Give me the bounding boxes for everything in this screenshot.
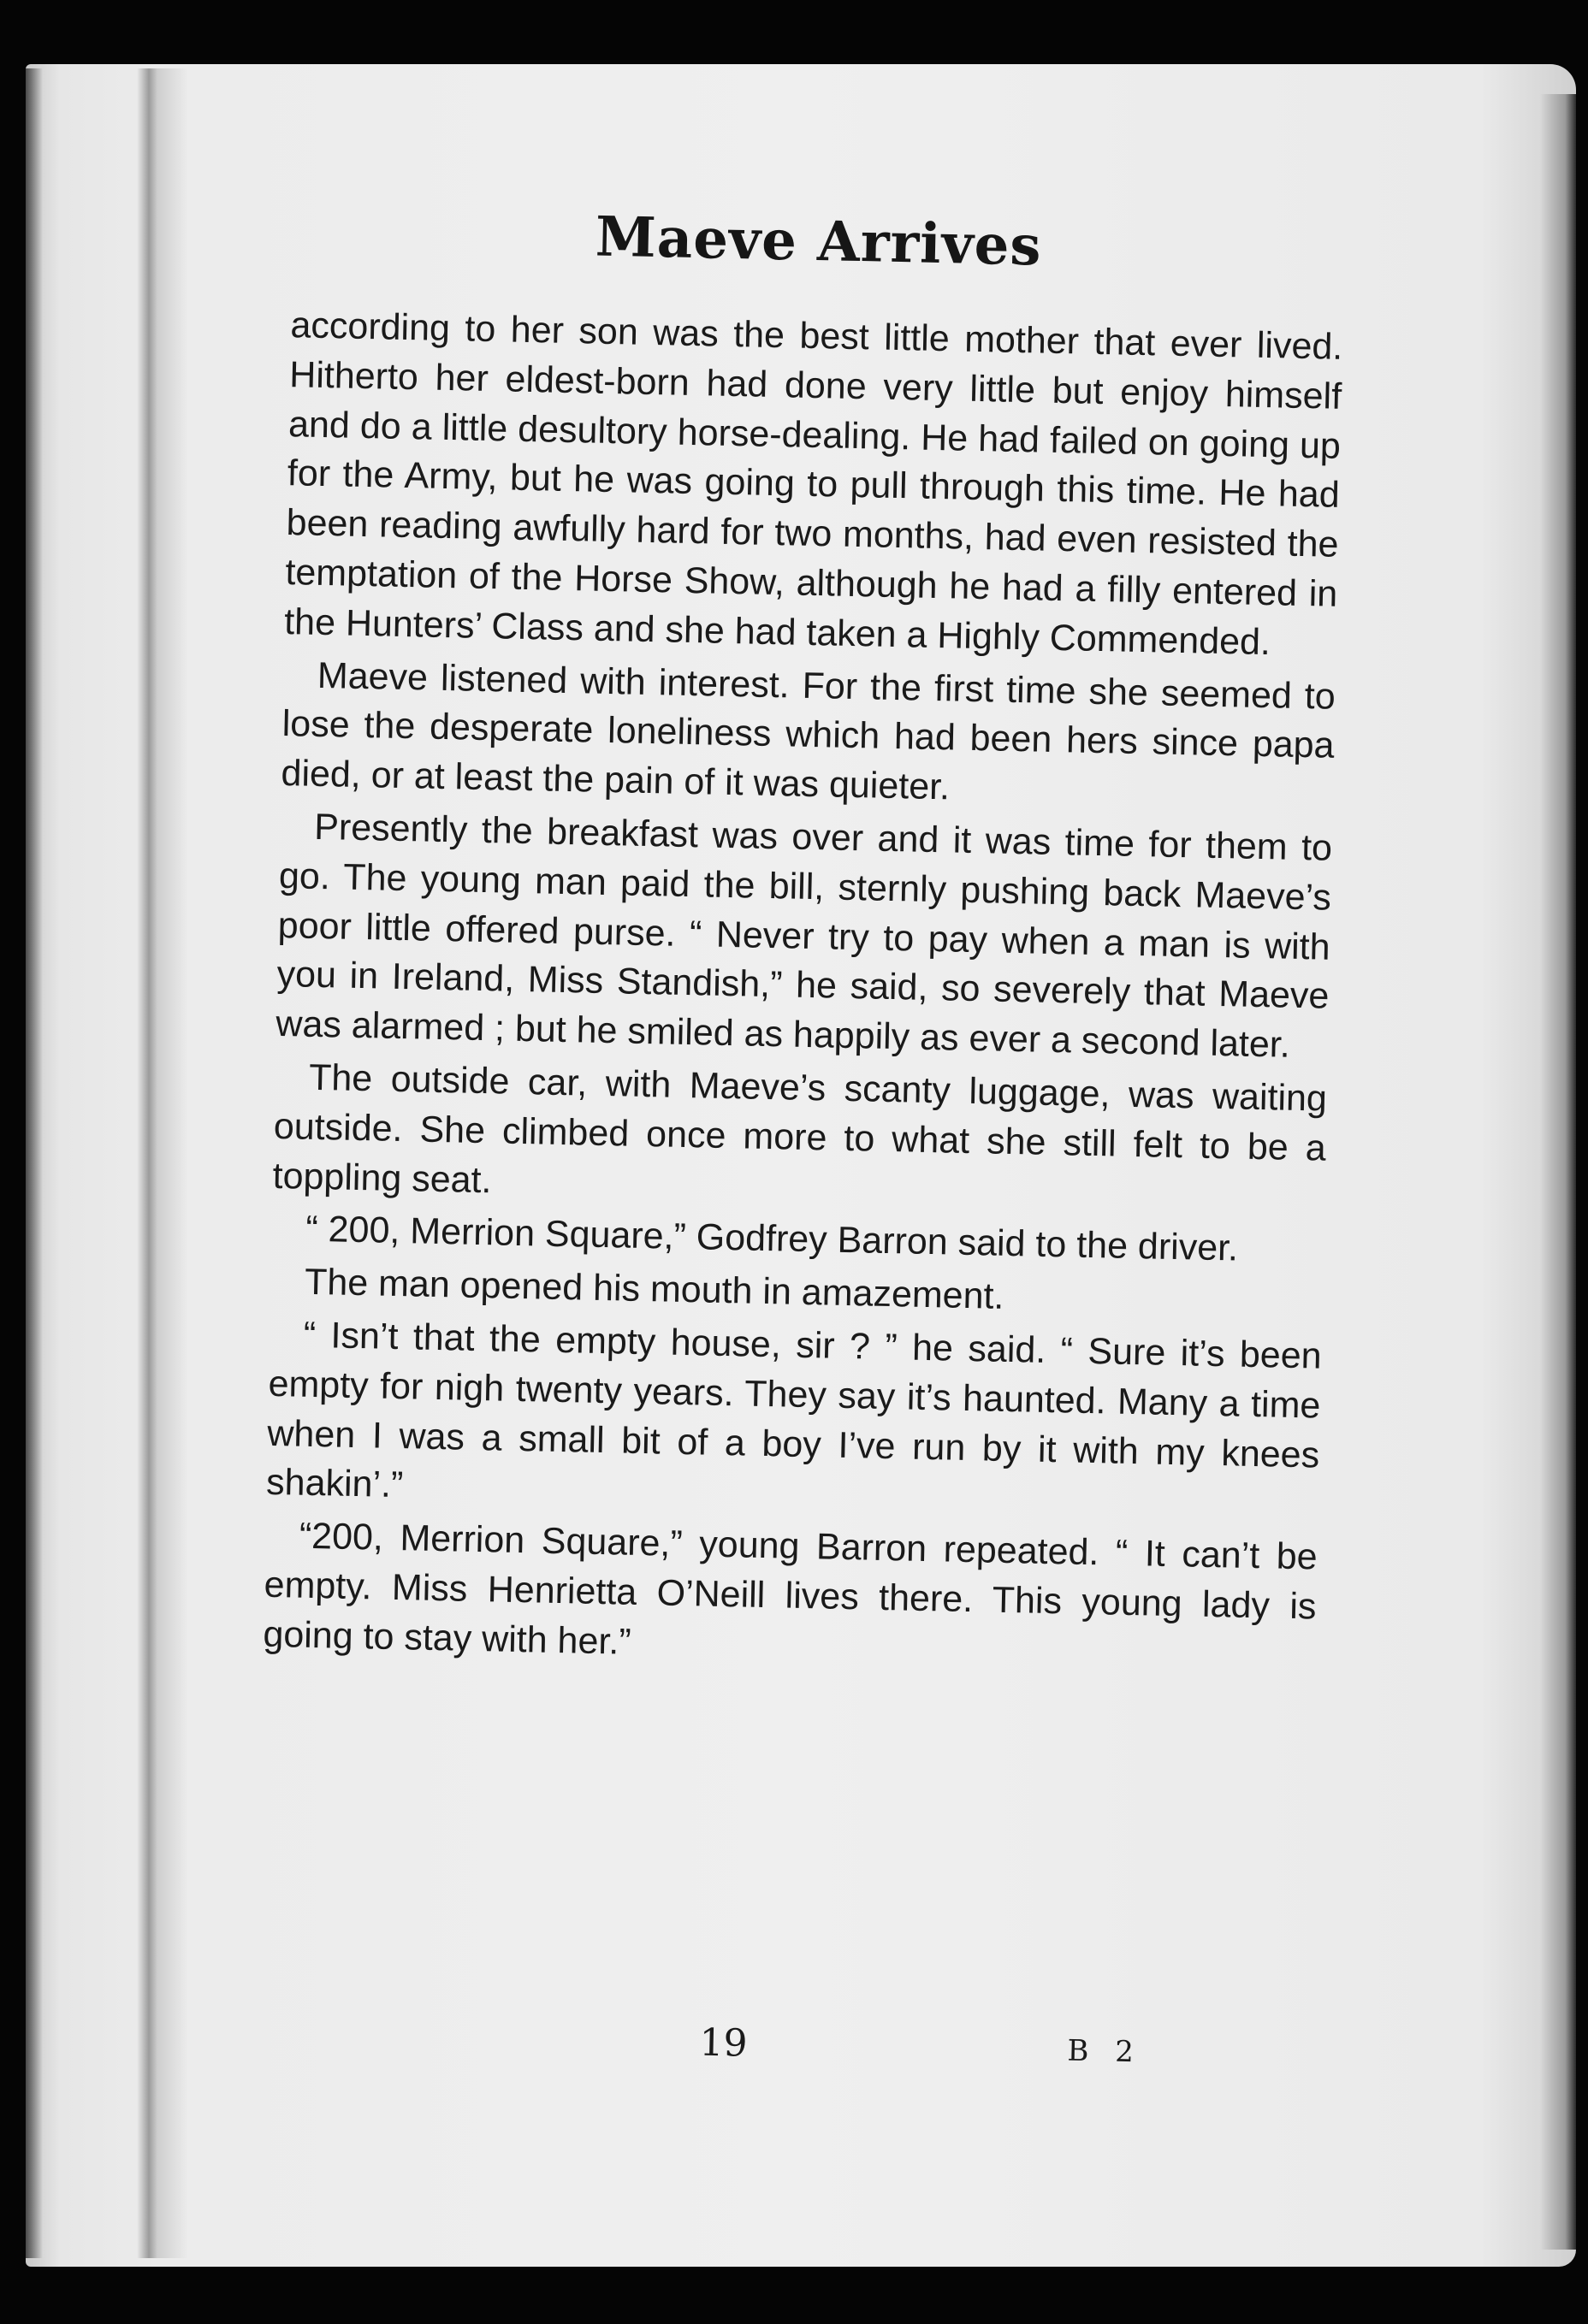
paragraph-3: Presently the breakfast was over and it was time for them to go. The young man paid the bill, sternly pushing back Maeve’s poor little offered purse. “ Never try to pay when a man is with you in Ireland, Miss Standish,” he said, so severely that Maeve was alarmed ; but he smiled as happily as ever a second later. — [275, 806, 1333, 1066]
text-block — [254, 204, 1343, 2085]
paragraph-6: The man opened his mouth in amazement. — [304, 1261, 1004, 1317]
body-text — [263, 301, 1343, 1682]
paragraph-7: “ Isn’t that the empty house, sir ? ” he said. “ Sure it’s been empty for nigh twenty years. They say it’s haunted. Many a time when I was a small bit of a boy I’ve run by it with my knees shakin’.” — [265, 1314, 1323, 1506]
paragraph-1: according to her son was the best little mother that ever lived. Hitherto her eldest-born had done very little but enjoy himself and do a little desultory horse-dealing. He had failed on going up for the Army, but he was going to pull through this time. He had been reading awfully hard for two months, had even resisted the temptation of the Horse Show, although he had a filly entered in the Hunters’ Class and she had taken a Highly Commended. — [283, 305, 1343, 663]
page-left-edge-shadow — [26, 68, 43, 2258]
page-number: 19 — [699, 2020, 749, 2066]
signature-mark: B 2 — [1067, 2033, 1143, 2070]
paragraph-8: “200, Merrion Square,” young Barron repeated. “ It can’t be empty. Miss Henrietta O’Neill lives there. This young lady is going to stay with her.” — [262, 1515, 1318, 1663]
paragraph-2: Maeve listened with interest. For the first time she seemed to lose the desperate loneliness which had been hers since papa died, or at least the pain of it was quieter. — [281, 654, 1336, 808]
page-right-edge-shadow — [1540, 94, 1576, 2250]
binding-gutter — [137, 68, 188, 2258]
running-head: Maeve Arrives — [595, 204, 1043, 279]
paragraph-4: The outside car, with Maeve’s scanty luggage, was waiting outside. She climbed once more to what she still felt to be a toppling seat. — [272, 1056, 1328, 1201]
paragraph-5: “ 200, Merrion Square,” Godfrey Barron said to the driver. — [305, 1209, 1239, 1269]
